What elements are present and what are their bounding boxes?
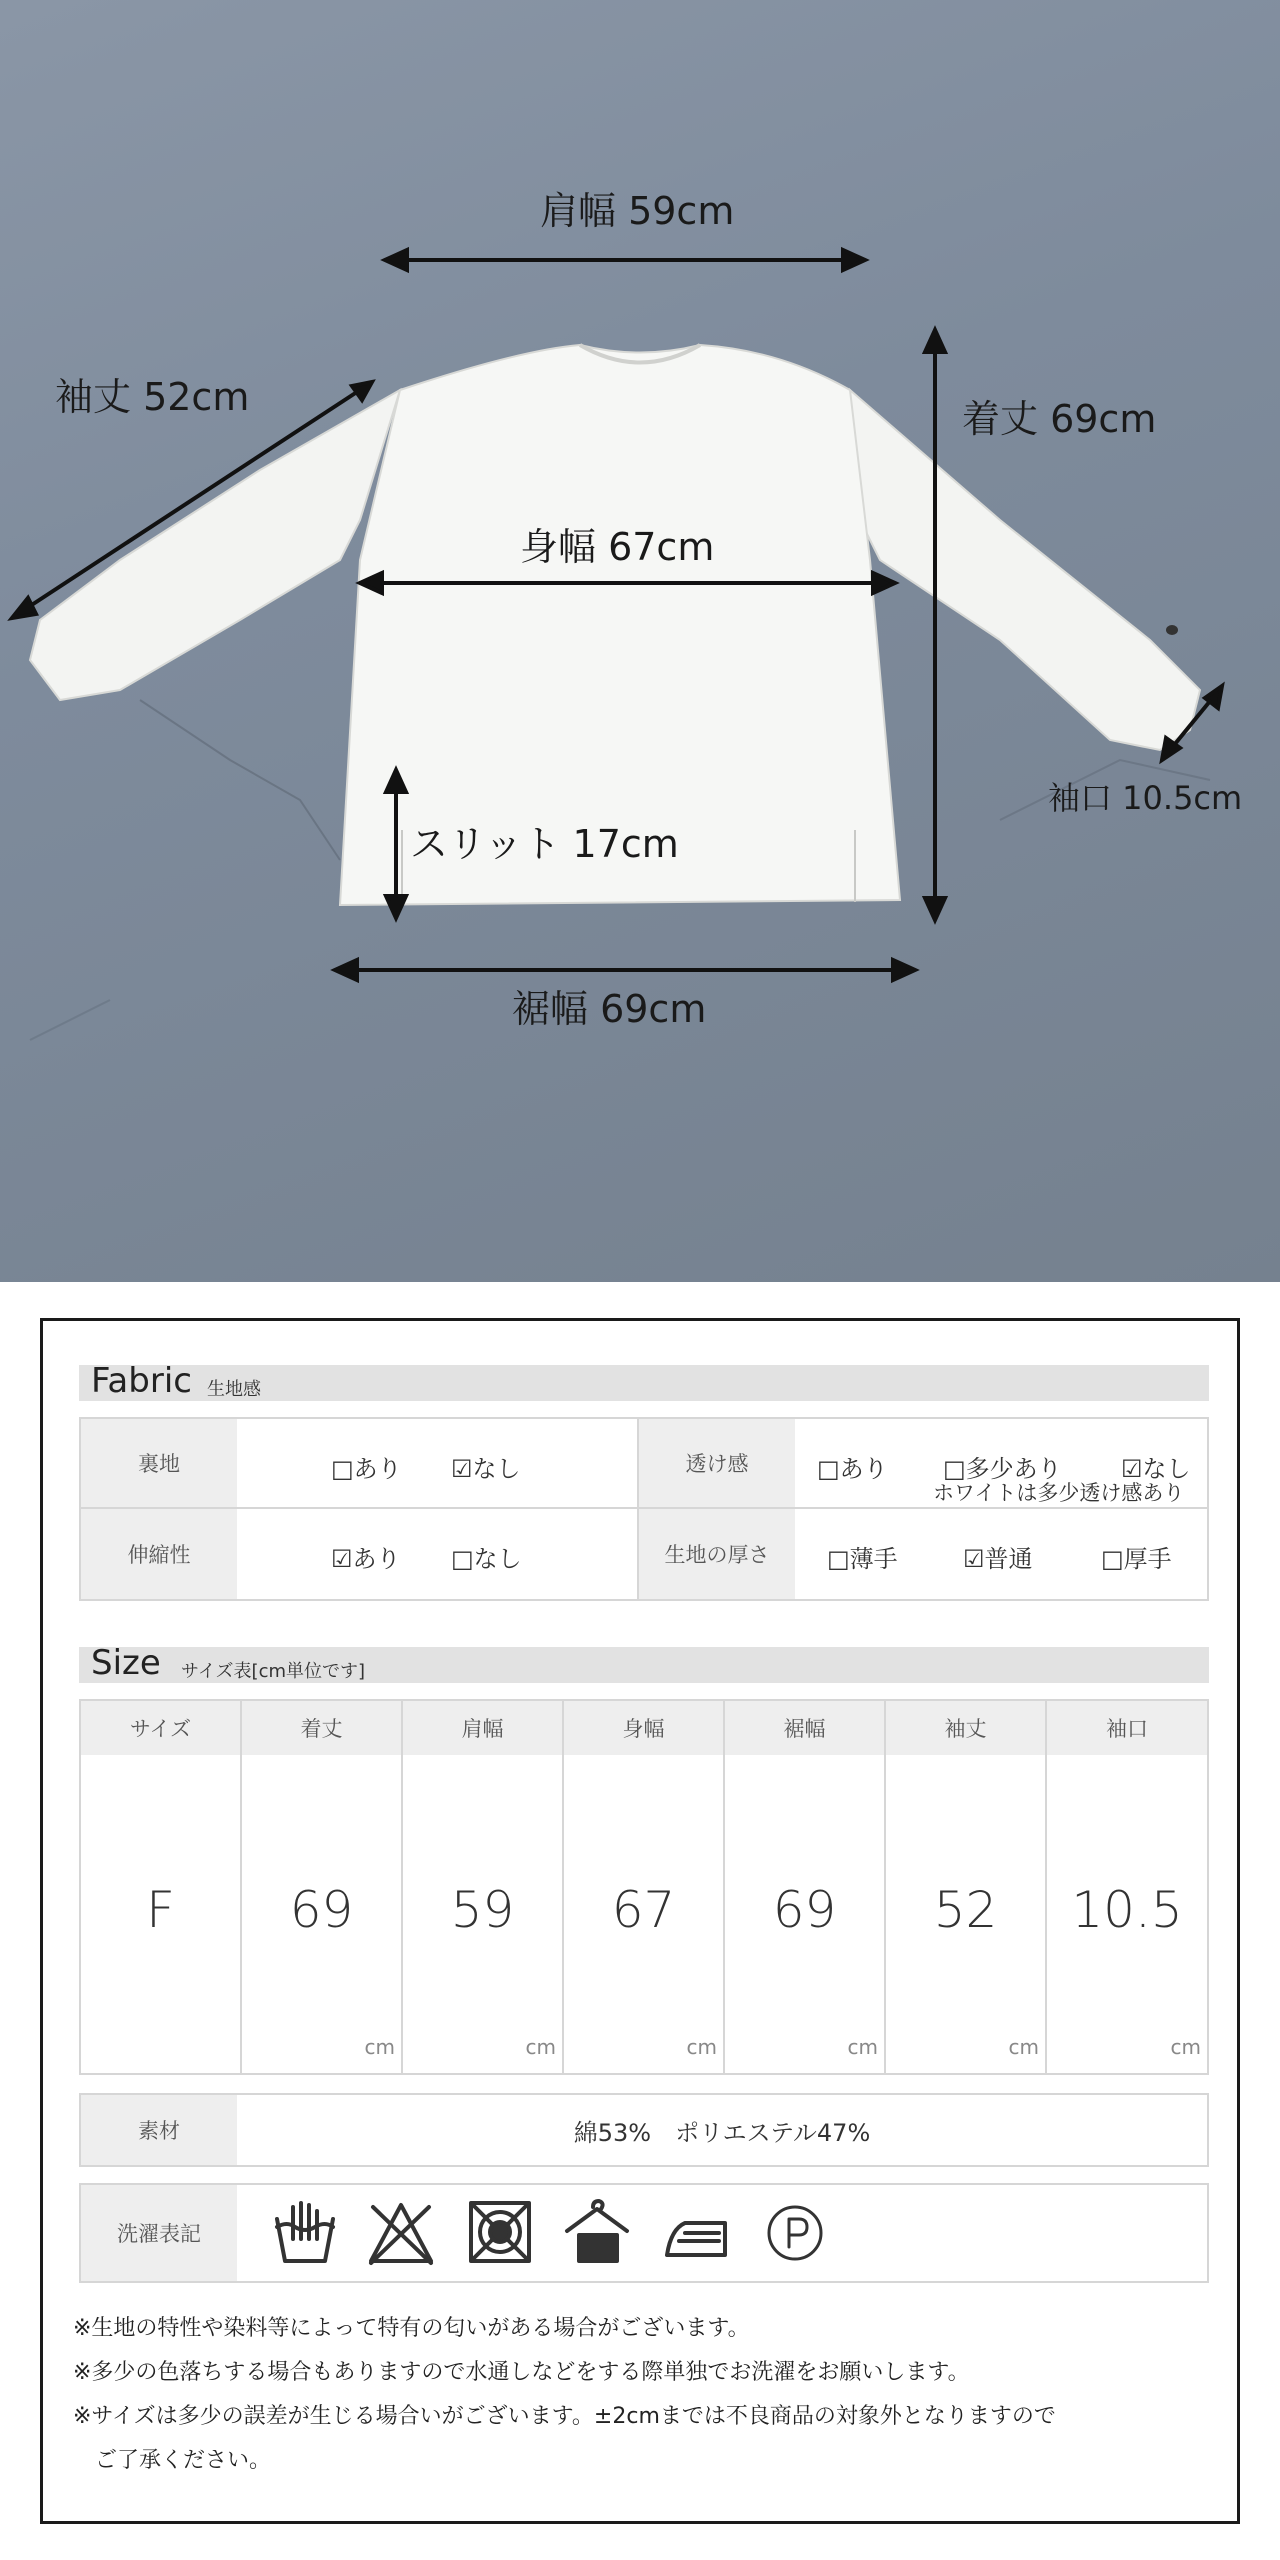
size-subtitle: サイズ表[cm単位です] — [181, 1661, 366, 1682]
fabric-table — [79, 1417, 1209, 1601]
fabric-section-header — [79, 1361, 1209, 1401]
size-column — [403, 1701, 564, 2073]
fabric-label-lining: 裏地 — [81, 1419, 237, 1507]
size-header: 身幅 — [564, 1701, 723, 1755]
no-bleach-icon — [371, 2205, 431, 2263]
sheer-option-no: ☑なし — [1121, 1455, 1191, 1483]
size-section-header — [79, 1643, 1209, 1683]
size-unit: cm — [364, 2035, 395, 2059]
size-value: 10.5 — [1071, 1881, 1183, 1939]
hand-wash-icon — [277, 2203, 333, 2261]
spec-card — [40, 1318, 1240, 2524]
fabric-title: Fabric — [91, 1361, 192, 1401]
stretch-option-no: □なし — [451, 1545, 522, 1573]
size-header: 肩幅 — [403, 1701, 562, 1755]
size-column — [242, 1701, 403, 2073]
size-unit: cm — [847, 2035, 878, 2059]
fabric-label-thickness: 生地の厚さ — [639, 1509, 795, 1599]
size-header: 着丈 — [242, 1701, 401, 1755]
size-header: 袖丈 — [886, 1701, 1045, 1755]
care-label: 洗濯表記 — [81, 2185, 237, 2281]
size-column — [886, 1701, 1047, 2073]
size-table — [79, 1699, 1209, 2075]
lining-option-yes: □あり — [331, 1455, 402, 1483]
size-header: 裾幅 — [725, 1701, 884, 1755]
note-line: ※多少の色落ちする場合もありますので水通しなどをする際単独でお洗濯をお願いします。 — [73, 2360, 970, 2385]
thickness-option-thin: □薄手 — [827, 1545, 898, 1573]
size-unit: cm — [1008, 2035, 1039, 2059]
size-column — [564, 1701, 725, 2073]
material-row — [79, 2093, 1209, 2167]
size-unit: cm — [1170, 2035, 1201, 2059]
note-line: ※生地の特性や染料等によって特有の匂いがある場合がございます。 — [73, 2316, 750, 2341]
material-label: 素材 — [81, 2095, 237, 2165]
hang-dry-icon — [567, 2201, 627, 2261]
notes — [73, 2307, 1056, 2483]
care-row — [79, 2183, 1209, 2283]
note-line: ご了承ください。 — [73, 2448, 272, 2473]
care-icons — [271, 2199, 831, 2271]
note-line: ※サイズは多少の誤差が生じる場合いがございます。±2cmまでは不良商品の対象外となりますので — [73, 2404, 1056, 2429]
total-length-label: 着丈 69cm — [962, 397, 1157, 441]
size-column — [81, 1701, 242, 2073]
fabric-subtitle: 生地感 — [207, 1379, 261, 1400]
slit-length-label: スリット 17cm — [410, 822, 679, 866]
size-header: サイズ — [81, 1701, 240, 1755]
size-title: Size — [91, 1643, 161, 1683]
cuff-width-label: 袖口 10.5cm — [1048, 779, 1243, 817]
hem-width-label: 裾幅 69cm — [512, 987, 707, 1031]
thickness-option-thick: □厚手 — [1101, 1545, 1172, 1573]
stretch-option-yes: ☑あり — [331, 1545, 401, 1573]
size-value: 52 — [933, 1881, 998, 1939]
fabric-label-sheerness: 透け感 — [639, 1419, 795, 1507]
size-column — [725, 1701, 886, 2073]
sheer-option-some: □多少あり — [943, 1455, 1062, 1483]
sheer-note: ホワイトは多少透け感あり — [933, 1481, 1185, 1505]
size-value: 69 — [772, 1881, 837, 1939]
size-unit: cm — [525, 2035, 556, 2059]
size-value: F — [146, 1881, 175, 1939]
lining-option-no: ☑なし — [451, 1455, 521, 1483]
fabric-row — [81, 1419, 1207, 1509]
shoulder-width-label: 肩幅 59cm — [540, 189, 735, 233]
sheer-option-yes: □あり — [817, 1455, 888, 1483]
size-value: 59 — [450, 1881, 515, 1939]
size-value: 67 — [611, 1881, 676, 1939]
dry-clean-p-icon — [769, 2207, 821, 2259]
fabric-label-stretch: 伸縮性 — [81, 1509, 237, 1599]
low-iron-icon — [667, 2223, 725, 2255]
size-unit: cm — [686, 2035, 717, 2059]
size-column — [1047, 1701, 1207, 2073]
thickness-option-normal: ☑普通 — [963, 1545, 1033, 1573]
sleeve-length-label: 袖丈 52cm — [55, 375, 250, 419]
size-value: 69 — [289, 1881, 354, 1939]
material-value: 綿53% ポリエステル47% — [573, 2118, 871, 2147]
fabric-row — [81, 1509, 1207, 1599]
no-tumble-dry-icon — [471, 2203, 529, 2261]
size-header: 袖口 — [1047, 1701, 1207, 1755]
body-width-label: 身幅 67cm — [520, 525, 715, 569]
